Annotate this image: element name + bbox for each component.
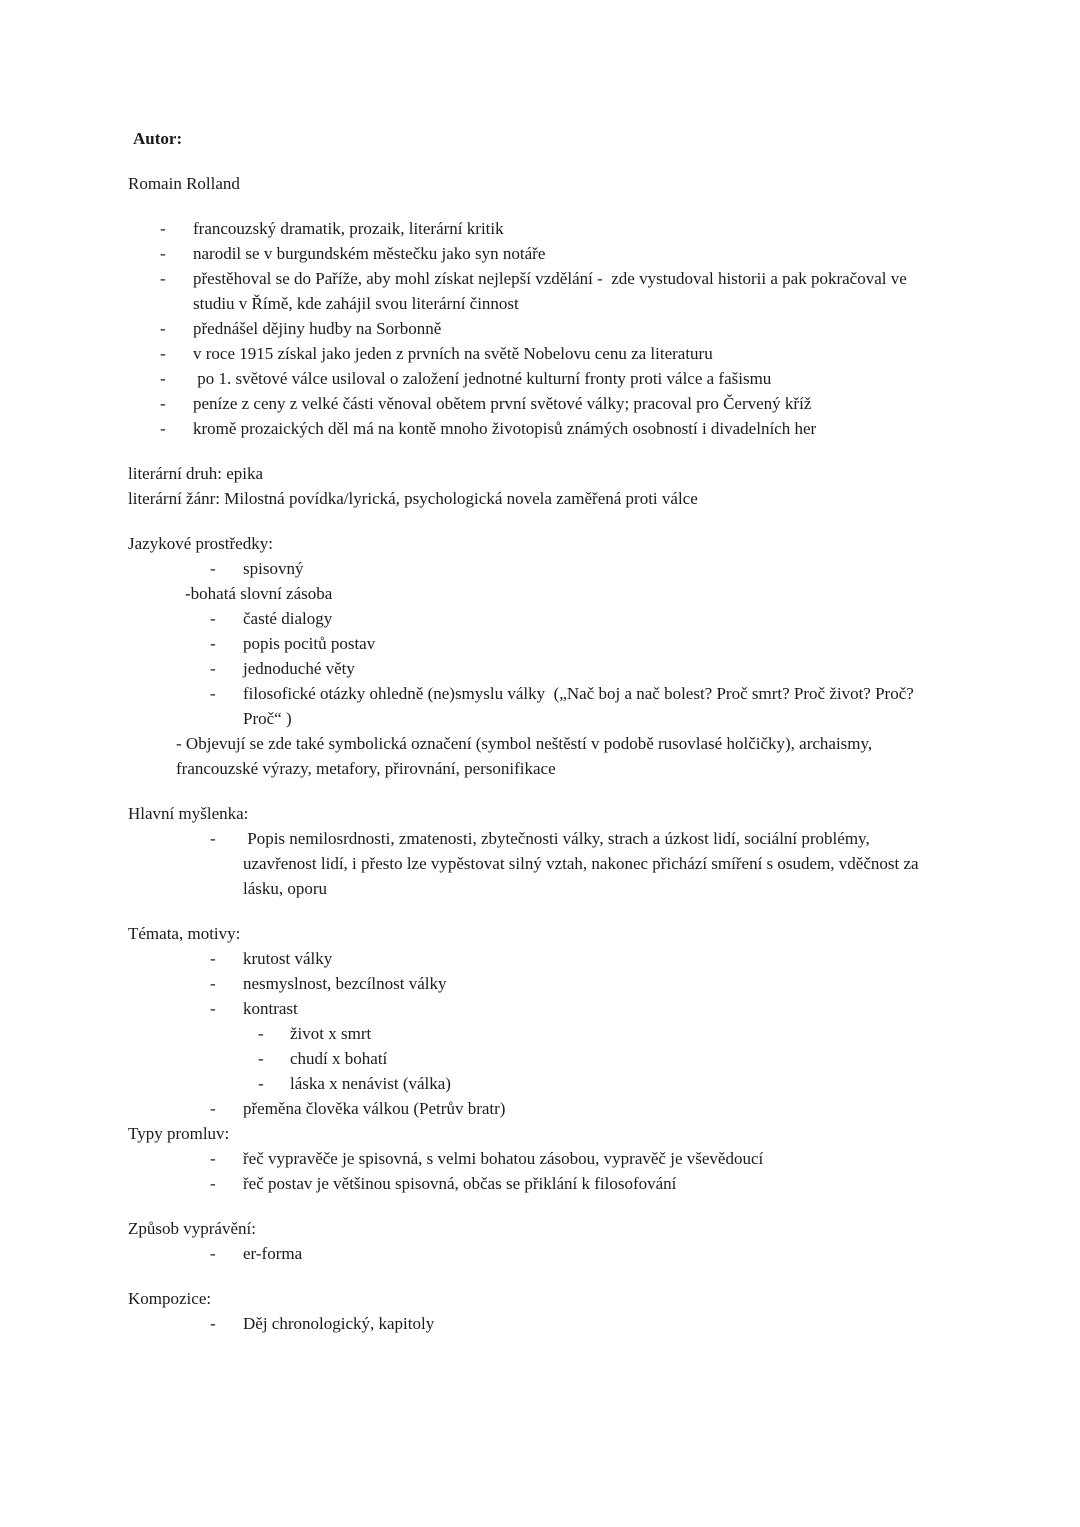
bullet-marker-icon: -: [160, 319, 166, 338]
list-item: [128, 316, 944, 341]
author-name: Romain Rolland: [128, 174, 240, 193]
list-item: [128, 216, 944, 241]
bullet-marker-icon: -: [160, 419, 166, 438]
bullet-marker-icon: -: [210, 659, 216, 678]
note-paragraph: - Objevují se zde také symbolická označení (symbol neštěstí v podobě rusovlasé holčičky), archaismy, francouzské výrazy, metafory, přirovnání, personifikace: [176, 734, 877, 778]
list-item: [128, 241, 944, 266]
list-item-text: er-forma: [243, 1244, 303, 1263]
list-item-text: popis pocitů postav: [243, 634, 376, 653]
blank-line: [128, 901, 944, 921]
list-item-text: peníze z ceny z velké části věnoval obětem první světové války; pracoval pro Červený kříž: [193, 394, 812, 413]
list-item: [128, 266, 944, 316]
list-item: [128, 606, 944, 631]
list-item: [128, 1096, 944, 1121]
bullet-marker-icon: -: [210, 684, 216, 703]
list-item: [128, 1071, 944, 1096]
list-item-text: řeč postav je většinou spisovná, občas se přiklání k filosofování: [243, 1174, 677, 1193]
list-item-text: filosofické otázky ohledně (ne)smyslu války („Nač boj a nač bolest? Proč smrt? Proč život? Proč? Proč“ ): [243, 684, 919, 728]
list-item-text: život x smrt: [290, 1024, 372, 1043]
bullet-marker-icon: -: [210, 829, 216, 848]
section-title-temata-motivy: Témata, motivy:: [128, 924, 241, 943]
bullet-marker-icon: -: [160, 219, 166, 238]
line-literarni-druh: literární druh: epika: [128, 464, 264, 483]
list-item: [128, 1021, 944, 1046]
list-item-text: po 1. světové válce usiloval o založení jednotné kulturní fronty proti válce a fašismu: [193, 369, 772, 388]
blank-line: [128, 781, 944, 801]
bullet-marker-icon: -: [210, 1314, 216, 1333]
list-item-text: Děj chronologický, kapitoly: [243, 1314, 435, 1333]
list-item-text: kromě prozaických děl má na kontě mnoho životopisů známých osobností i divadelních her: [193, 419, 817, 438]
list-item-text: láska x nenávist (válka): [290, 1074, 451, 1093]
blank-line: [128, 1266, 944, 1286]
line-literarni-zanr: literární žánr: Milostná povídka/lyrická, psychologická novela zaměřená proti válce: [128, 489, 698, 508]
section-title-zpusob-vypraveni: Způsob vyprávění:: [128, 1219, 256, 1238]
list-item-text: spisovný: [243, 559, 304, 578]
bullet-marker-icon: -: [210, 949, 216, 968]
list-item: [128, 341, 944, 366]
bullet-marker-icon: -: [210, 634, 216, 653]
section-title-hlavni-myslenka: Hlavní myšlenka:: [128, 804, 249, 823]
section-title-typy-promluv: Typy promluv:: [128, 1124, 230, 1143]
bullet-marker-icon: -: [160, 244, 166, 263]
list-item: [128, 826, 944, 901]
list-item: [128, 366, 944, 391]
list-item-text: narodil se v burgundském městečku jako syn notáře: [193, 244, 546, 263]
bullet-marker-icon: -: [160, 269, 166, 288]
list-item-text: krutost války: [243, 949, 333, 968]
bullet-marker-icon: -: [210, 1149, 216, 1168]
list-item-text: jednoduché věty: [243, 659, 355, 678]
inline-dash-line: -bohatá slovní zásoba: [185, 584, 333, 603]
list-item: [128, 1171, 944, 1196]
list-item-text: chudí x bohatí: [290, 1049, 388, 1068]
list-item: [128, 971, 944, 996]
list-item: [128, 681, 944, 731]
bullet-marker-icon: -: [210, 1099, 216, 1118]
bullet-marker-icon: -: [210, 999, 216, 1018]
bullet-marker-icon: -: [160, 344, 166, 363]
bullet-marker-icon: -: [210, 1244, 216, 1263]
list-item-text: časté dialogy: [243, 609, 333, 628]
list-item: [128, 1046, 944, 1071]
bullet-marker-icon: -: [210, 559, 216, 578]
blank-line: [128, 1196, 944, 1216]
list-item: [128, 946, 944, 971]
blank-line: [128, 151, 944, 171]
bullet-marker-icon: -: [258, 1024, 264, 1043]
list-item: [128, 656, 944, 681]
bullet-marker-icon: -: [210, 1174, 216, 1193]
bullet-marker-icon: -: [258, 1049, 264, 1068]
bullet-marker-icon: -: [210, 609, 216, 628]
list-item: [128, 556, 944, 581]
list-item-text: přednášel dějiny hudby na Sorbonně: [193, 319, 442, 338]
list-item-text: přeměna člověka válkou (Petrův bratr): [243, 1099, 506, 1118]
list-item-text: kontrast: [243, 999, 298, 1018]
heading-autor: Autor:: [133, 129, 183, 148]
list-item-text: přestěhoval se do Paříže, aby mohl získat nejlepší vzdělání - zde vystudoval historii a pak pokračoval ve studiu v Římě, kde zahájil svou literární činnost: [193, 269, 912, 313]
bullet-marker-icon: -: [258, 1074, 264, 1093]
bullet-marker-icon: -: [160, 394, 166, 413]
bullet-marker-icon: -: [210, 974, 216, 993]
list-item: [128, 996, 944, 1021]
blank-line: [128, 196, 944, 216]
list-item: [128, 631, 944, 656]
section-title-jazykove-prostredky: Jazykové prostředky:: [128, 534, 273, 553]
list-item: [128, 416, 944, 441]
list-item-text: francouzský dramatik, prozaik, literární kritik: [193, 219, 504, 238]
blank-line: [128, 441, 944, 461]
blank-line: [128, 511, 944, 531]
section-title-kompozice: Kompozice:: [128, 1289, 212, 1308]
list-item: [128, 1146, 944, 1171]
list-item: [128, 1241, 944, 1266]
list-item-text: nesmyslnost, bezcílnost války: [243, 974, 447, 993]
list-item-text: řeč vypravěče je spisovná, s velmi bohatou zásobou, vypravěč je vševědoucí: [243, 1149, 764, 1168]
list-item: [128, 1311, 944, 1336]
document-content: [128, 126, 944, 1336]
list-item-text: v roce 1915 získal jako jeden z prvních na světě Nobelovu cenu za literaturu: [193, 344, 713, 363]
list-item: [128, 391, 944, 416]
bullet-marker-icon: -: [160, 369, 166, 388]
list-item-text: Popis nemilosrdnosti, zmatenosti, zbytečnosti války, strach a úzkost lidí, sociální problémy, uzavřenost lidí, i přesto lze vypěstovat silný vztah, nakonec přichází smíření s osudem, vděčnost za lásku, oporu: [243, 829, 923, 898]
